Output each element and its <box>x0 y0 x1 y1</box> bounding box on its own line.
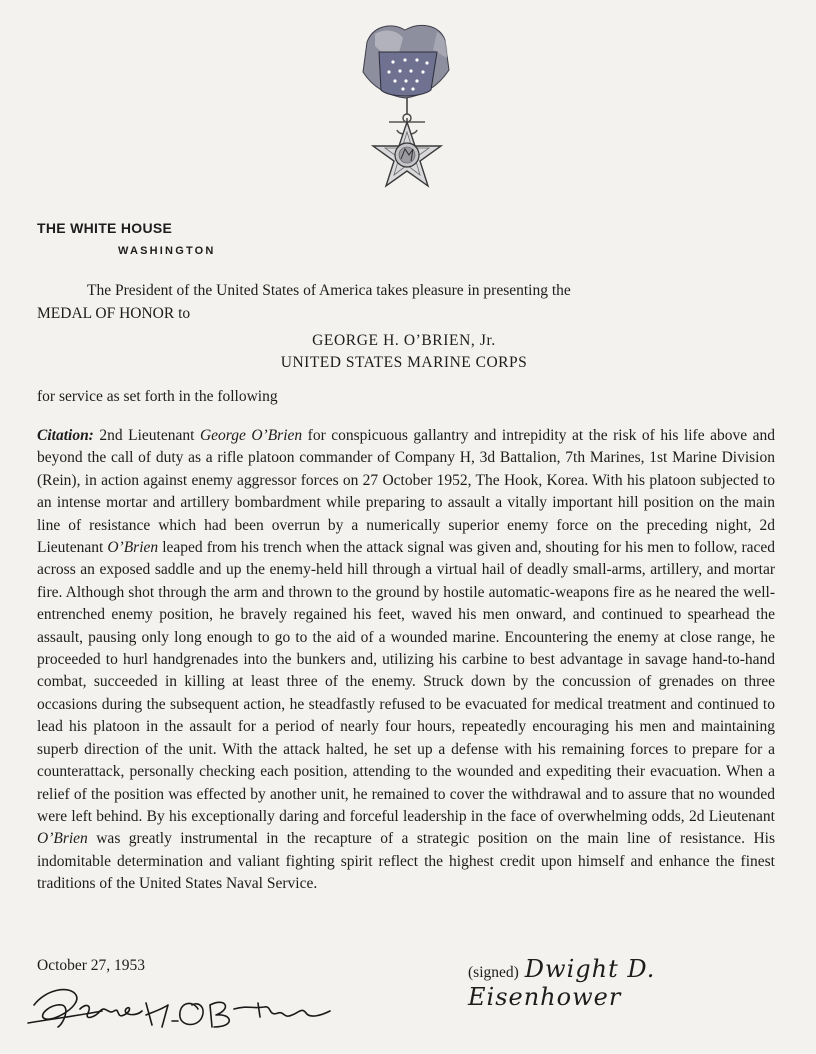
recipient-signature <box>22 975 362 1045</box>
medal-line: MEDAL OF HONOR to <box>37 305 191 322</box>
signature-line <box>468 955 816 1011</box>
citation-part: 2nd Lieutenant <box>93 427 200 444</box>
medal-of-honor-icon <box>345 18 465 208</box>
president-signature: Dwight D. Eisenhower <box>468 955 656 1011</box>
signed-label: (signed) <box>468 964 519 981</box>
service-line: for service as set forth in the following <box>37 388 278 405</box>
citation-label: Citation: <box>37 427 94 444</box>
recipient-branch: UNITED STATES MARINE CORPS <box>280 354 528 371</box>
intro-line: The President of the United States of America takes pleasure in presenting the <box>87 282 571 299</box>
white-house-heading: THE WHITE HOUSE <box>37 220 173 236</box>
citation-name: O’Brien <box>107 539 159 557</box>
recipient-name: GEORGE H. O’BRIEN, Jr. <box>312 332 496 349</box>
citation-name: O’Brien <box>37 830 88 848</box>
citation-name: George O’Brien <box>199 427 303 444</box>
citation-part: for conspicuous gallantry and intrepidity at the risk of his life above and beyond the call of duty as a rifle platoon commander of Company H, 3d Battalion, 7th Marines, 1st Marine Division (Rein), in action against enemy aggressor forces on 27 October 1952, The Hook, Korea. With his platoon subjected to an intense mortar and artillery bombardment while preparing to assault a vitally important hill position on the main line of resistance which had been overrun by a numerically superior enemy force on the preceding night, 2d Lieutenant <box>37 427 775 557</box>
citation-date: October 27, 1953 <box>37 957 146 974</box>
citation-text <box>37 425 775 896</box>
washington-subheading: WASHINGTON <box>118 245 216 257</box>
citation-part: was greatly instrumental in the recapture of a strategic position on the main line of resistance. His indomitable determination and valiant fighting spirit reflect the highest credit upon himself and enhance the finest traditions of the United States Naval Service. <box>37 830 775 893</box>
citation-part: leaped from his trench when the attack signal was given and, shouting for his men to follow, raced across an exposed saddle and up the enemy-held hill through a virtual hail of deadly small-arms, artillery, and mortar fire. Although shot through the arm and thrown to the ground by hostile automatic-weapons fire as he neared the well-entrenched enemy position, he bravely regained his feet, waved his men onward, and continued to spearhead the assault, pausing only long enough to go to the aid of a wounded marine. Encountering the enemy at close range, he proceeded to hurl handgrenades into the bunkers and, utilizing his carbine to best advantage in savage hand-to-hand combat, succeeded in killing at least three of the enemy. Struck down by the concussion of grenades on three occasions during the subsequent action, he steadfastly refused to be evacuated for medical treatment and continued to lead his platoon in the assault for a period of nearly four hours, repeatedly encouraging his men and maintaining superb direction of the unit. With the attack halted, he set up a defense with his remaining forces to prepare for a counterattack, personally checking each position, attending to the wounded and expediting their evacuation. When a relief of the position was effected by another unit, he remained to cover the withdrawal and to assure that no wounded were left behind. By his exceptionally daring and forceful leadership in the face of overwhelming odds, 2d Lieutenant <box>37 539 775 825</box>
presentation-intro <box>37 279 757 325</box>
recipient-block <box>0 330 816 374</box>
